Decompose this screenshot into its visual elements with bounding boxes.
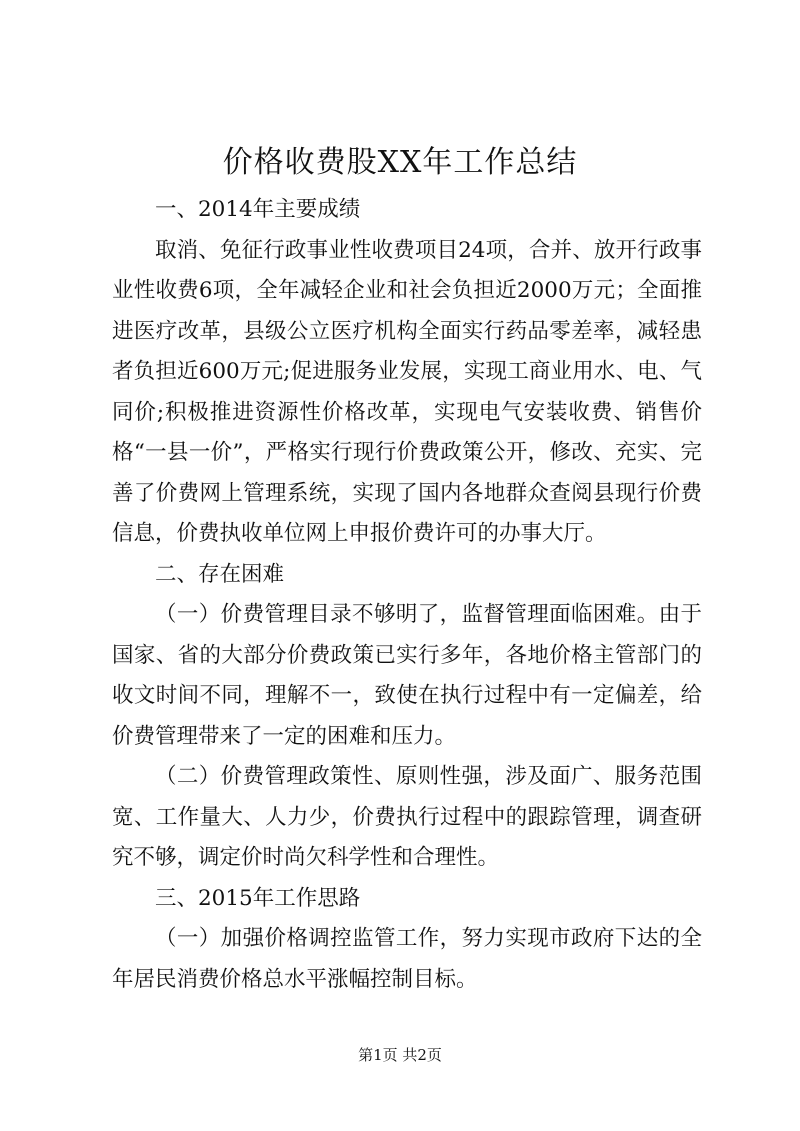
paragraph-difficulty-1: （一）价费管理目录不够明了，监督管理面临困难。由于国家、省的大部分价费政策已实行多年，各地价格主管部门的收文时间不同，理解不一，致使在执行过程中有一定偏差，给价费管理带来了一定的困难和压力。 (112, 602, 702, 749)
section-heading-work-plan: 三、2015年工作思路 (155, 885, 361, 911)
paragraph-difficulty-2: （二）价费管理政策性、原则性强，涉及面广、服务范围宽、工作量大、人力少，价费执行过程中的跟踪管理，调查研究不够，调定价时尚欠科学性和合理性。 (112, 764, 702, 870)
document-title: 价格收费股XX年工作总结 (222, 145, 578, 180)
page-footer: 第1页 共2页 (358, 1046, 442, 1064)
document-body (112, 190, 702, 1000)
section-heading-difficulties: 二、存在困难 (155, 561, 285, 587)
section-heading-achievements: 一、2014年主要成绩 (155, 197, 361, 222)
paragraph-achievements: 取消、免征行政事业性收费项目24项，合并、放开行政事业性收费6项，全年减轻企业和社会负担近2000万元；全面推进医疗改革，县级公立医疗机构全面实行药品零差率，减轻患者负担近600万元;促进服务业发展，实现工商业用水、电、气同价;积极推进资源性价格改革，实现电气安装收费、销售价格“一县一价”，严格实行现行价费政策公开，修改、充实、完善了价费网上管理系统，实现了国内各地群众查阅县现行价费信息，价费执收单位网上申报价费许可的办事大厅。 (112, 237, 702, 546)
paragraph-work-plan-1: （一）加强价格调控监管工作，努力实现市政府下达的全年居民消费价格总水平涨幅控制目标。 (112, 926, 702, 992)
